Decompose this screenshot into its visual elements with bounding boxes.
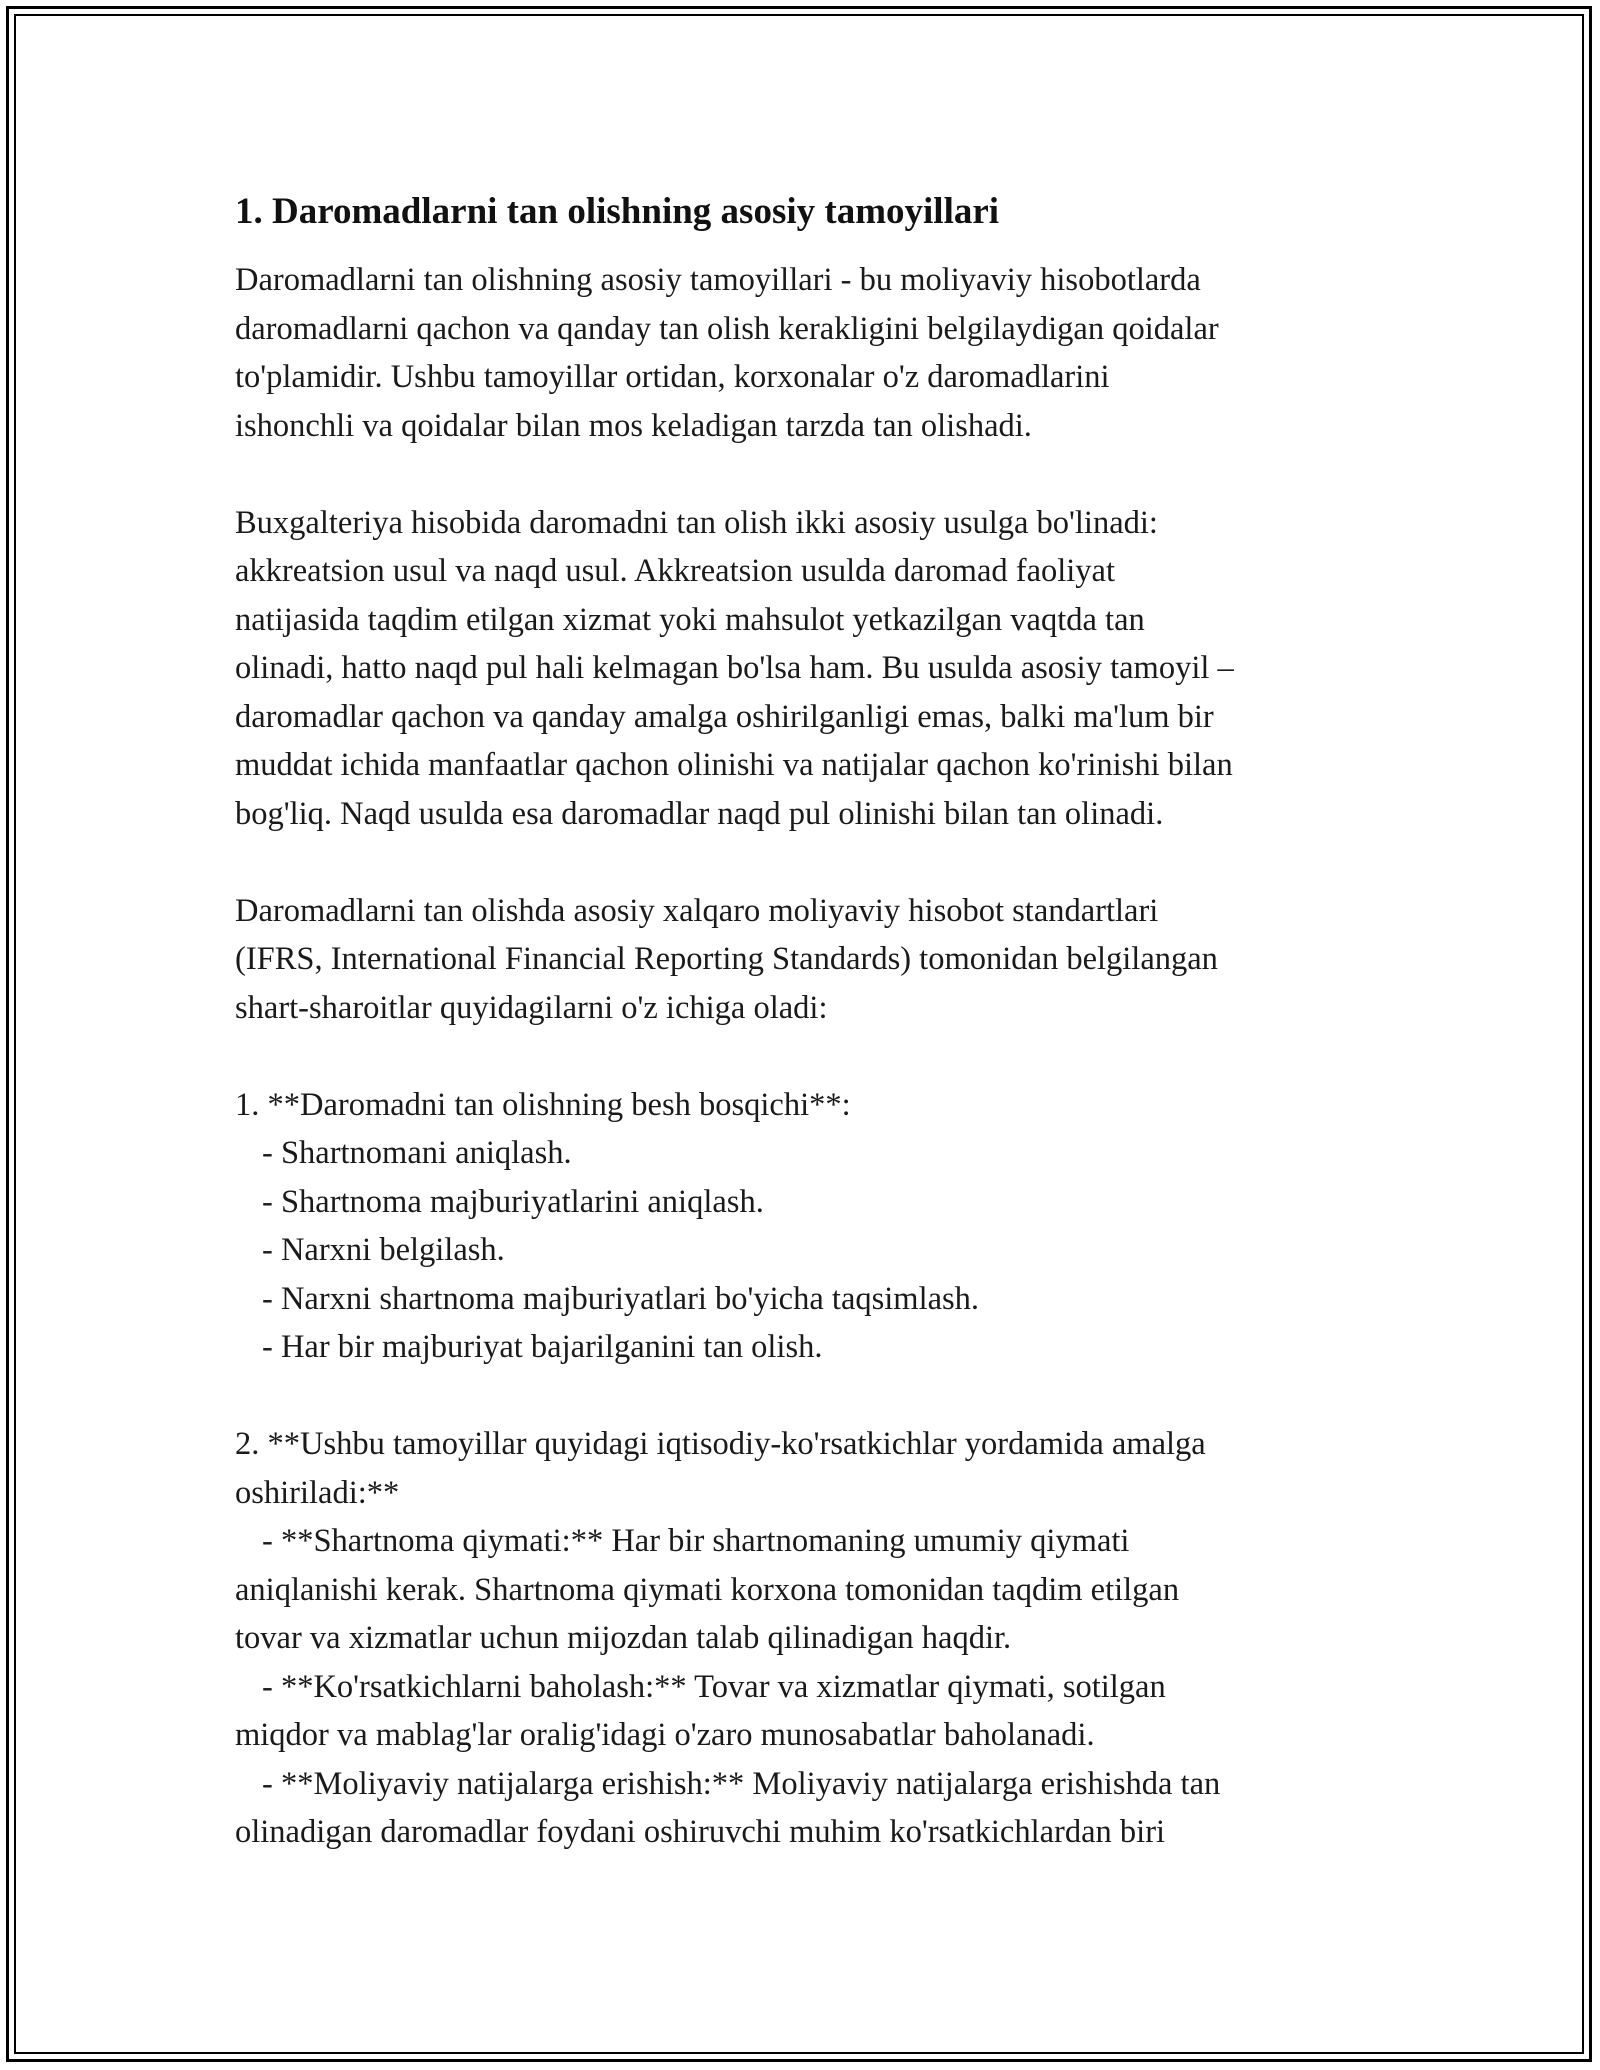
list-title: oshiriladi:** [235, 1474, 400, 1511]
list-item: - Shartnomani aniqlash. [262, 1135, 572, 1171]
paragraph-intro [235, 256, 1385, 450]
list-item-continuation: olinadigan daromadlar foydani oshiruvchi muhim ko'rsatkichlardan biri [235, 1814, 1166, 1850]
list-item: - **Shartnoma qiymati:** Har bir shartnomaning umumiy qiymati [262, 1523, 1130, 1559]
text-line: daromadlar qachon va qanday amalga oshirilganligi emas, balki ma'lum bir [235, 698, 1214, 735]
section-heading: 1. Daromadlarni tan olishning asosiy tamoyillari [235, 191, 1000, 232]
text-line: ishonchli va qoidalar bilan mos keladigan tarzda tan olishadi. [235, 407, 1032, 444]
list-item: - Shartnoma majburiyatlarini aniqlash. [262, 1183, 764, 1220]
list-item: - Narxni shartnoma majburiyatlari bo'yicha taqsimlash. [262, 1280, 980, 1317]
list-item-continuation: tovar va xizmatlar uchun mijozdan talab qilinadigan haqdir. [235, 1620, 1012, 1656]
text-line: bog'liq. Naqd usulda esa daromadlar naqd pul olinishi bilan tan olinadi. [235, 795, 1164, 832]
paragraph-ifrs [235, 887, 1385, 1033]
text-line: natijasida taqdim etilgan xizmat yoki mahsulot yetkazilgan vaqtda tan [235, 601, 1145, 638]
text-line: Daromadlarni tan olishda asosiy xalqaro moliyaviy hisobot standartlari [235, 892, 1159, 929]
paragraph-methods [235, 499, 1385, 839]
list-title: 2. **Ushbu tamoyillar quyidagi iqtisodiy-ko'rsatkichlar yordamida amalga [235, 1426, 1206, 1462]
list-item-continuation: miqdor va mablag'lar oralig'idagi o'zaro munosabatlar baholanadi. [235, 1717, 1095, 1753]
text-line: daromadlarni qachon va qanday tan olish kerakligini belgilaydigan qoidalar [235, 310, 1219, 347]
text-line: Daromadlarni tan olishning asosiy tamoyillari - bu moliyaviy hisobotlarda [235, 262, 1201, 298]
list-item: - **Moliyaviy natijalarga erishish:** Moliyaviy natijalarga erishishda tan [262, 1765, 1221, 1802]
list-five-steps [235, 1081, 1385, 1372]
text-line: to'plamidir. Ushbu tamoyillar ortidan, korxonalar o'z daromadlarini [235, 359, 1110, 395]
text-line: Buxgalteriya hisobida daromadni tan olish ikki asosiy usulga bo'linadi: [235, 504, 1158, 541]
text-line: akkreatsion usul va naqd usul. Akkreatsion usulda daromad faoliyat [235, 553, 1116, 589]
list-item: - Narxni belgilash. [262, 1232, 505, 1268]
list-indicators [235, 1420, 1385, 1857]
text-line: shart-sharoitlar quyidagilarni o'z ichiga oladi: [235, 989, 828, 1026]
list-item: - **Ko'rsatkichlarni baholash:** Tovar va xizmatlar qiymati, sotilgan [262, 1668, 1166, 1705]
document-body [235, 186, 1385, 1905]
text-line: muddat ichida manfaatlar qachon olinishi va natijalar qachon ko'rinishi bilan [235, 747, 1233, 783]
list-item-continuation: aniqlanishi kerak. Shartnoma qiymati korxona tomonidan taqdim etilgan [235, 1571, 1180, 1608]
list-title: 1. **Daromadni tan olishning besh bosqichi**: [235, 1086, 851, 1123]
text-line: olinadi, hatto naqd pul hali kelmagan bo'lsa ham. Bu usulda asosiy tamoyil – [235, 650, 1234, 686]
text-line: (IFRS, International Financial Reporting Standards) tomonidan belgilangan [235, 941, 1218, 977]
list-item: - Har bir majburiyat bajarilganini tan olish. [262, 1329, 823, 1365]
